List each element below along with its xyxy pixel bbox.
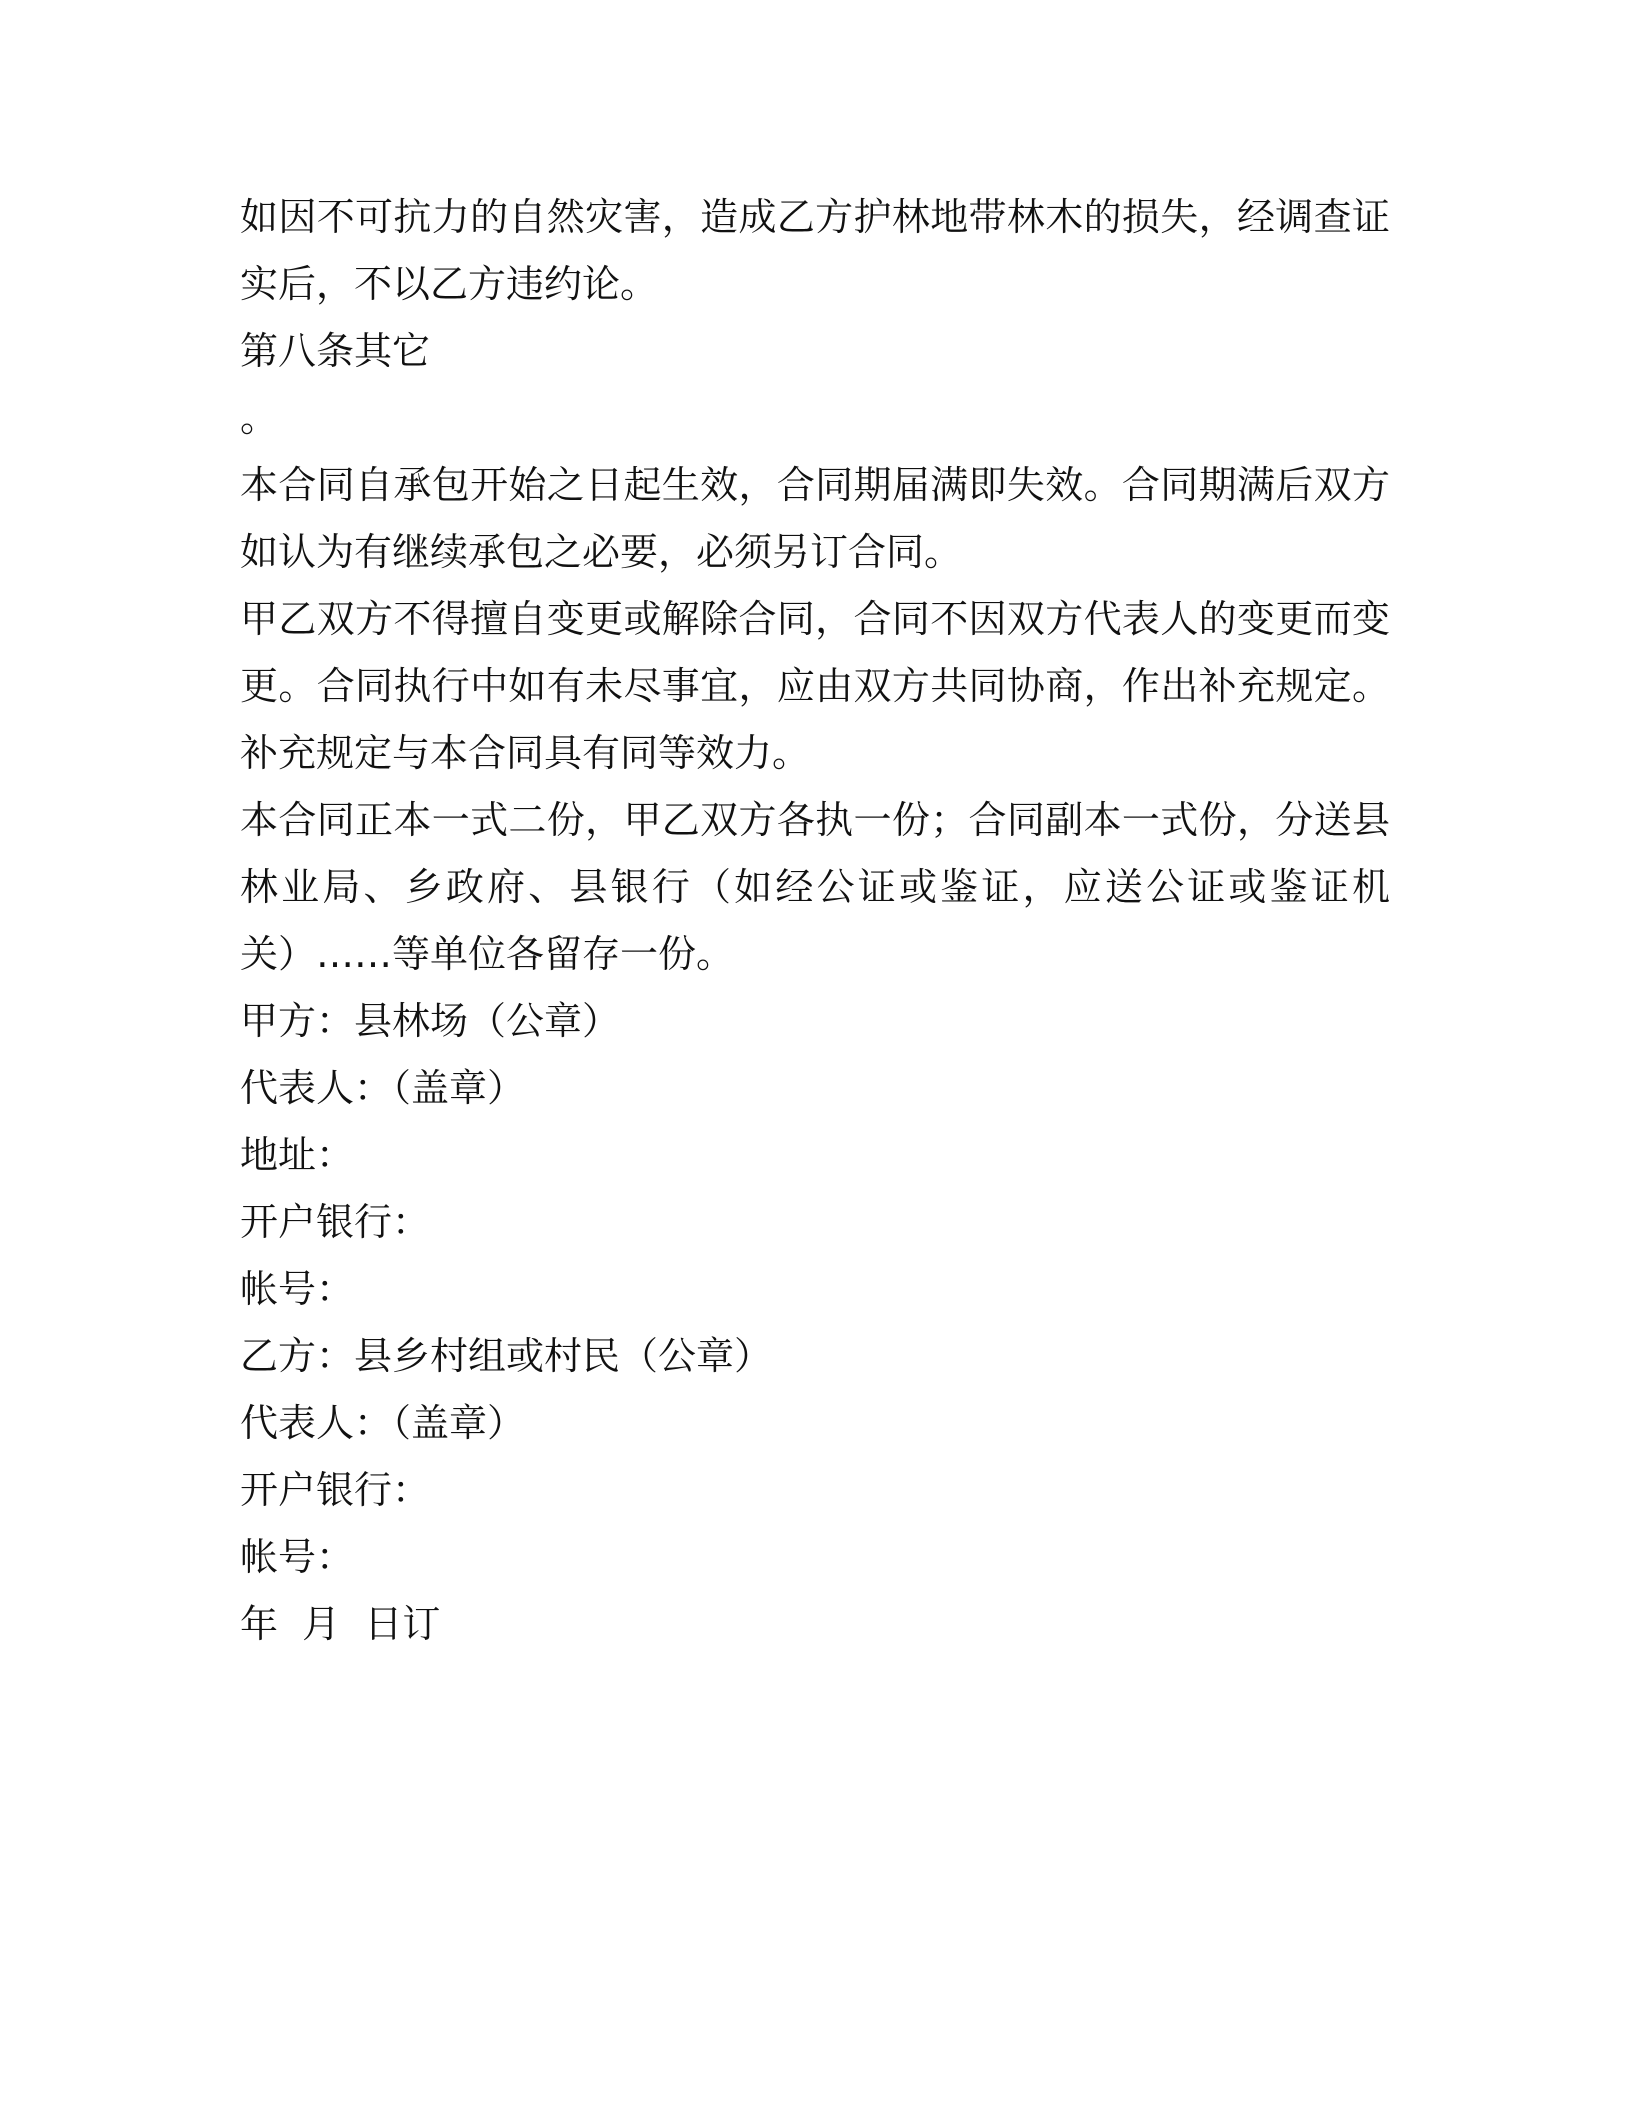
party-a-name: 甲方：县林场（公章）	[240, 999, 621, 1043]
signing-date: 年 月 日订	[240, 1602, 441, 1646]
paragraph-effective-date: 本合同自承包开始之日起生效，合同期届满即失效。合同期满后双方如认为有继续承包之必要，必须另订合同。	[240, 463, 1390, 574]
paragraph-copies: 本合同正本一式二份，甲乙双方各执一份；合同副本一式份，分送县林业局、乡政府、县银行（如经公证或鉴证，应送公证或鉴证机关）……等单位各留存一份。	[240, 798, 1390, 976]
article-eight-heading: 第八条其它	[240, 329, 431, 373]
party-b-account: 帐号：	[240, 1535, 355, 1579]
document-body	[240, 184, 1390, 1658]
party-a-bank: 开户银行：	[240, 1200, 431, 1244]
party-a-account: 帐号：	[240, 1267, 355, 1311]
party-b-representative: 代表人：（盖章）	[240, 1401, 526, 1445]
paragraph-period: 。	[240, 396, 279, 440]
party-b-bank: 开户银行：	[240, 1468, 431, 1512]
paragraph-no-unilateral-change: 甲乙双方不得擅自变更或解除合同，合同不因双方代表人的变更而变更。合同执行中如有未尽事宜，应由双方共同协商，作出补充规定。补充规定与本合同具有同等效力。	[240, 597, 1390, 775]
party-a-address: 地址：	[240, 1133, 355, 1177]
party-b-name: 乙方：县乡村组或村民（公章）	[240, 1334, 773, 1378]
party-a-representative: 代表人：（盖章）	[240, 1066, 526, 1110]
paragraph-force-majeure: 如因不可抗力的自然灾害，造成乙方护林地带林木的损失，经调查证实后，不以乙方违约论。	[240, 195, 1390, 306]
